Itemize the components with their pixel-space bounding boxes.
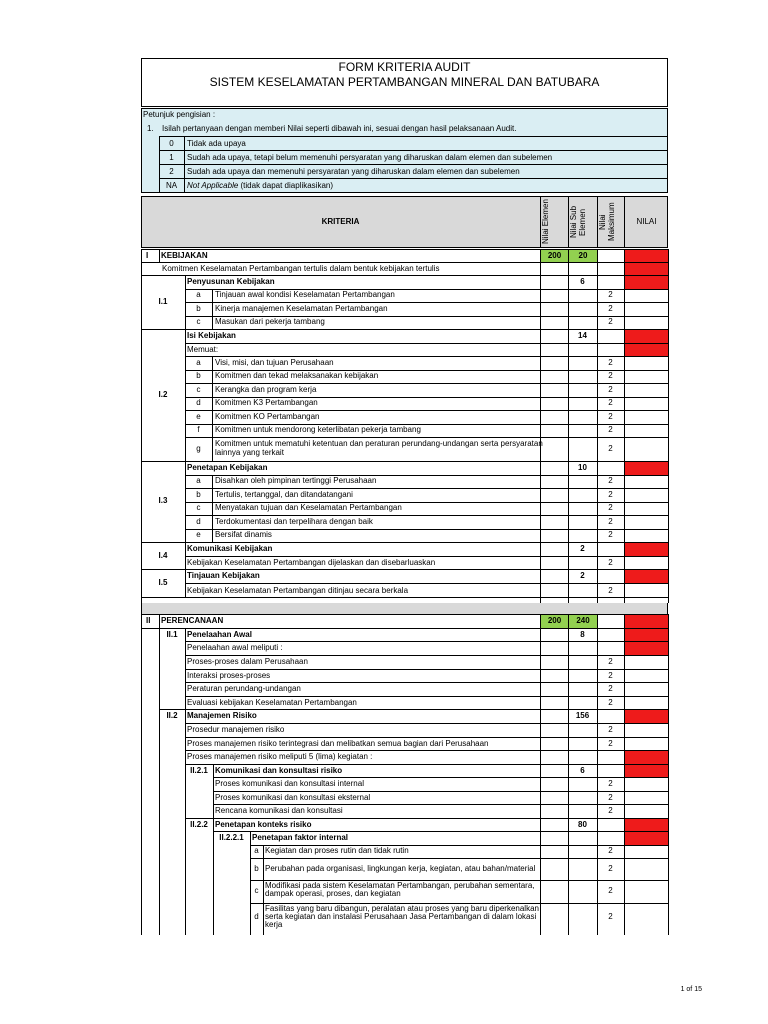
header-kriteria: KRITERIA (321, 217, 360, 226)
nilai-input-cell[interactable] (625, 557, 668, 570)
max-score: 2 (608, 371, 613, 381)
item-text: kerja (265, 919, 283, 929)
item-text: Visi, misi, dan tujuan Perusahaan (215, 357, 334, 367)
grid-line (141, 542, 185, 543)
subelement-score: 156 (575, 711, 590, 720)
item-text: Peraturan perundang-undangan (187, 684, 301, 693)
nilai-input-cell[interactable] (625, 371, 668, 384)
nilai-input-cell[interactable] (625, 503, 668, 516)
item-letter: d (254, 911, 259, 921)
grid-line (668, 614, 669, 935)
item-text: Proses manajemen risiko terintegrasi dan melibatkan semua bagian dari Perusahaan (187, 738, 489, 748)
grid-line (213, 764, 214, 936)
grid-line (185, 542, 668, 543)
header-nilai-sub-elemen: Nilai Sub Elemen (569, 206, 587, 239)
nilai-input-cell[interactable] (625, 317, 668, 330)
subelement-code: II.2.2 (190, 819, 208, 829)
header-nilai: NILAI (636, 217, 657, 226)
nilai-input-cell[interactable] (625, 530, 668, 543)
instruction-text: Isilah pertanyaan dengan memberi Nilai seperti dibawah ini, sesuai dengan hasil pelaksanaan Audit. (162, 124, 517, 133)
grid-line (141, 569, 185, 570)
item-text: Bersifat dinamis (215, 530, 272, 540)
grid-line (185, 696, 668, 697)
nilai-input-cell[interactable] (625, 846, 668, 859)
nilai-cell-blocked (625, 765, 668, 778)
max-score: 2 (608, 530, 613, 540)
nilai-cell-blocked (625, 276, 668, 289)
subelement-score: 2 (580, 571, 585, 580)
nilai-input-cell[interactable] (625, 904, 668, 931)
max-score: 2 (608, 697, 613, 707)
subelement-code: I.2 (158, 389, 168, 399)
subelement-code: I.4 (158, 550, 168, 560)
item-text: Rencana komunikasi dan konsultasi (215, 806, 343, 815)
nilai-input-cell[interactable] (625, 584, 668, 597)
grid-line (213, 818, 668, 819)
item-text: Evaluasi kebijakan Keselamatan Pertambangan (187, 697, 357, 707)
subelement-title: Komunikasi dan konsultasi risiko (215, 765, 343, 775)
grid-line (185, 682, 668, 683)
grid-line (212, 356, 213, 461)
grid-line (185, 461, 668, 462)
nilai-input-cell[interactable] (625, 438, 668, 461)
item-letter: d (196, 516, 201, 526)
grid-line (250, 858, 668, 859)
grid-line (212, 289, 213, 330)
grid-line (185, 556, 668, 557)
max-score: 2 (608, 911, 613, 921)
max-score: 2 (608, 398, 613, 408)
legend-code: NA (165, 181, 178, 190)
row-text: Memuat: (187, 344, 219, 354)
item-letter: a (196, 476, 201, 486)
subelement-score: 10 (578, 462, 587, 472)
item-text: Kerangka dan program kerja (215, 384, 317, 394)
item-text: Komitmen K3 Pertambangan (215, 398, 318, 408)
nilai-cell-blocked (625, 629, 668, 641)
item-letter: f (197, 425, 200, 435)
item-text: Tertulis, tertanggal, dan ditandatangani (215, 489, 353, 499)
item-text: Kinerja manajemen Keselamatan Pertambangan (215, 303, 388, 313)
max-score: 2 (608, 792, 613, 802)
row-text: Proses manajemen risiko meliputi 5 (lima) kegiatan : (187, 752, 373, 761)
grid-line (141, 597, 185, 598)
nilai-input-cell[interactable] (625, 697, 668, 710)
item-text: Tinjauan awal kondisi Keselamatan Pertambangan (215, 290, 395, 300)
element-score: 200 (541, 615, 568, 628)
item-letter: a (254, 846, 259, 856)
grid-line (212, 475, 213, 543)
nilai-cell-blocked (625, 543, 668, 556)
subelement-score: 6 (580, 277, 585, 286)
item-text: Proses komunikasi dan konsultasi internal (215, 779, 364, 788)
grid-line (141, 614, 142, 935)
item-text: Proses-proses dalam Perusahaan (187, 657, 308, 666)
item-text: Perubahan pada organisasi, lingkungan kerja, kegiatan, atau bahan/material (265, 864, 536, 873)
legend-desc: Not Applicable (tidak dapat diaplikasikan) (187, 181, 334, 190)
subelement-score: 2 (580, 544, 585, 553)
section-number: II (146, 616, 151, 625)
item-letter: g (196, 443, 201, 453)
item-letter: e (196, 411, 201, 421)
grid-line (213, 804, 668, 805)
grid-line (185, 583, 668, 584)
subelement-score: 6 (580, 765, 585, 775)
grid-line (185, 723, 668, 724)
item-text: Interaksi proses-proses (187, 670, 271, 680)
item-text: Kegiatan dan proses rutin dan tidak rutin (265, 846, 409, 856)
grid-line (185, 437, 668, 438)
nilai-input-cell[interactable] (625, 656, 668, 669)
grid-line (185, 329, 186, 461)
grid-line (540, 614, 541, 935)
max-score: 2 (608, 425, 613, 435)
item-letter: b (196, 303, 201, 313)
nilai-cell-blocked (625, 570, 668, 583)
item-text: Komitmen untuk mematuhi ketentuan dan peraturan perundang-undangan serta persyaratan (215, 439, 543, 448)
item-letter: d (196, 398, 201, 408)
item-text: Disahkan oleh pimpinan tertinggi Perusahaan (215, 476, 377, 486)
grid-line (185, 343, 668, 344)
nilai-input-cell[interactable] (625, 357, 668, 370)
item-text: Proses komunikasi dan konsultasi eksternal (215, 792, 371, 802)
subelement-title: Penyusunan Kebijakan (187, 277, 275, 286)
nilai-cell-blocked (625, 819, 668, 832)
subelement-score: 80 (578, 819, 587, 829)
subelement-title: Isi Kebijakan (187, 331, 236, 340)
max-score: 2 (608, 516, 613, 526)
item-text: Komitmen untuk mendorong keterlibatan pekerja tambang (215, 425, 421, 435)
nilai-input-cell[interactable] (625, 738, 668, 751)
item-text: Prosedur manajemen risiko (187, 725, 285, 734)
nilai-input-cell[interactable] (625, 792, 668, 805)
nilai-cell-blocked (625, 250, 668, 262)
nilai-input-cell[interactable] (625, 411, 668, 424)
item-letter: e (196, 530, 201, 540)
grid-line (213, 777, 668, 778)
grid-line (185, 641, 668, 642)
item-text: Modifikasi pada sistem Keselamatan Pertambangan, perubahan sementara, (265, 881, 535, 890)
nilai-cell-blocked (625, 615, 668, 628)
item-text: Kebijakan Keselamatan Pertambangan ditinjau secara berkala (187, 585, 409, 595)
legend-code: 1 (169, 153, 174, 162)
max-score: 2 (608, 558, 613, 568)
max-score: 2 (608, 384, 613, 394)
nilai-cell-blocked (625, 330, 668, 343)
subelement-score: 8 (580, 630, 585, 639)
max-score: 2 (608, 846, 613, 856)
section-title: PERENCANAAN (161, 616, 224, 625)
grid-line (213, 791, 668, 792)
nilai-input-cell[interactable] (625, 516, 668, 529)
item-letter: c (254, 886, 259, 896)
subelement-title: Penetapan konteks risiko (215, 819, 312, 829)
instruction-number: 1. (147, 124, 154, 133)
header-nilai-maksimum: Nilai Maksimum (598, 202, 616, 242)
subelement-code: I.3 (158, 496, 168, 506)
grid-line (159, 614, 160, 935)
element-score: 200 (541, 250, 568, 262)
nilai-cell-blocked (625, 344, 668, 357)
max-score: 2 (608, 657, 613, 666)
max-score: 2 (608, 443, 613, 453)
row-text: Komitmen Keselamatan Pertambangan tertulis dalam bentuk kebijakan tertulis (162, 264, 440, 273)
nilai-input-cell[interactable] (625, 290, 668, 303)
subelement-title: Manajemen Risiko (187, 711, 257, 720)
max-score: 2 (608, 357, 613, 367)
subelement-code: II.2.2.1 (219, 833, 244, 842)
nilai-cell-blocked (625, 462, 668, 475)
nilai-input-cell[interactable] (625, 670, 668, 683)
grid-line (213, 831, 668, 832)
nilai-cell-blocked (625, 642, 668, 655)
grid-line (185, 655, 668, 656)
title-line-1: FORM KRITERIA AUDIT (338, 60, 471, 74)
nilai-input-cell[interactable] (625, 384, 668, 397)
max-score: 2 (608, 670, 613, 680)
grid-line (185, 569, 668, 570)
item-text: lainnya yang terkait (215, 448, 284, 457)
subelement-code: II.1 (166, 630, 178, 639)
grid-line (185, 737, 668, 738)
nilai-cell-blocked (625, 710, 668, 723)
subelement-score: 14 (578, 331, 587, 340)
legend-desc: Sudah ada upaya, tetapi belum memenuhi persyaratan yang diharuskan dalam elemen dan subelemen (187, 153, 553, 162)
nilai-input-cell[interactable] (625, 489, 668, 502)
item-text: Fasilitas yang baru dibangun, peralatan atau proses yang baru diperkenalkan (265, 903, 539, 913)
item-letter: c (196, 503, 201, 513)
nilai-input-cell[interactable] (625, 425, 668, 438)
subelement-title: Penelaahan Awal (187, 630, 252, 639)
max-score: 2 (608, 864, 613, 873)
legend-desc: Sudah ada upaya dan memenuhi persyaratan yang diharuskan dalam elemen dan subelemen (187, 167, 520, 176)
max-score: 2 (608, 489, 613, 499)
max-score: 2 (608, 738, 613, 748)
max-score: 2 (608, 303, 613, 313)
subelement-code: II.2 (166, 711, 178, 720)
max-score: 2 (608, 476, 613, 486)
legend-desc: Tidak ada upaya (187, 139, 246, 148)
row-text: Penelaahan awal meliputi : (187, 643, 283, 652)
item-text: dampak operasi, proses, dan kegiatan (265, 889, 401, 898)
nilai-cell-blocked (625, 751, 668, 764)
grid-line (185, 750, 668, 751)
subelement-title: Penetapan faktor internal (252, 833, 349, 842)
max-score: 2 (608, 290, 613, 300)
item-letter: a (196, 357, 201, 367)
max-score: 2 (608, 886, 613, 896)
item-letter: b (196, 489, 201, 499)
item-text: Kebijakan Keselamatan Pertambangan dijelaskan dan disebarluaskan (187, 558, 436, 568)
legend-code: 0 (169, 139, 174, 148)
grid-line (185, 628, 186, 935)
item-letter: c (196, 317, 201, 327)
grid-line (668, 249, 669, 603)
max-score: 2 (608, 725, 613, 734)
max-score: 2 (608, 503, 613, 513)
max-score: 2 (608, 317, 613, 327)
nilai-input-cell[interactable] (625, 778, 668, 791)
nilai-input-cell[interactable] (625, 303, 668, 316)
grid-line (185, 764, 668, 765)
item-letter: b (196, 371, 201, 381)
grid-line (159, 709, 185, 710)
nilai-cell-blocked (625, 263, 668, 275)
grid-line (159, 249, 160, 262)
grid-line (141, 461, 185, 462)
nilai-cell-blocked (625, 832, 668, 845)
item-text: Komitmen dan tekad melaksanakan kebijakan (215, 371, 379, 381)
item-text: Komitmen KO Pertambangan (215, 411, 320, 421)
nilai-input-cell[interactable] (625, 724, 668, 737)
nilai-input-cell[interactable] (625, 398, 668, 411)
grid-line (185, 818, 213, 819)
instructions-label: Petunjuk pengisian : (143, 110, 216, 119)
nilai-input-cell[interactable] (625, 881, 668, 903)
title-line-2: SISTEM KESELAMATAN PERTAMBANGAN MINERAL DAN BATUBARA (209, 75, 600, 89)
grid-line (141, 275, 668, 276)
subelement-code: I.5 (158, 577, 168, 587)
max-score: 2 (608, 585, 613, 595)
element-score: 240 (569, 615, 597, 628)
max-score: 2 (608, 684, 613, 693)
item-text: Terdokumentasi dan terpelihara dengan baik (215, 516, 373, 526)
section-separator (141, 603, 668, 614)
item-letter: a (196, 290, 201, 300)
max-score: 2 (608, 806, 613, 815)
item-letter: b (254, 864, 259, 873)
page-number: 1 of 15 (680, 986, 702, 993)
nilai-input-cell[interactable] (625, 476, 668, 489)
subelement-code: II.2.1 (190, 765, 208, 775)
grid-line (185, 669, 668, 670)
element-score: 20 (569, 250, 597, 262)
grid-line (185, 709, 668, 710)
header-nilai-elemen: Nilai Elemen (541, 199, 550, 245)
grid-line (185, 597, 668, 598)
grid-line (141, 329, 185, 330)
subelement-title: Penetapan Kebijakan (187, 462, 268, 472)
grid-line (185, 329, 668, 330)
section-number: I (146, 251, 149, 260)
subelement-code: I.1 (158, 297, 168, 306)
grid-line (141, 628, 668, 629)
item-text: Menyatakan tujuan dan Keselamatan Pertambangan (215, 503, 402, 513)
nilai-input-cell[interactable] (625, 683, 668, 696)
subelement-title: Tinjauan Kebijakan (187, 571, 260, 580)
item-text: Masukan dari pekerja tambang (215, 317, 325, 327)
max-score: 2 (608, 779, 613, 788)
section-title: KEBIJAKAN (161, 251, 208, 260)
grid-line (141, 262, 668, 263)
legend-code: 2 (169, 167, 174, 176)
nilai-input-cell[interactable] (625, 859, 668, 880)
item-text: serta kegiatan dan instalasi Perusahaan Jasa Pertambangan di dalam lokasi (265, 911, 537, 921)
nilai-input-cell[interactable] (625, 805, 668, 818)
item-letter: c (196, 384, 201, 394)
subelement-title: Komunikasi Kebijakan (187, 544, 273, 553)
max-score: 2 (608, 411, 613, 421)
